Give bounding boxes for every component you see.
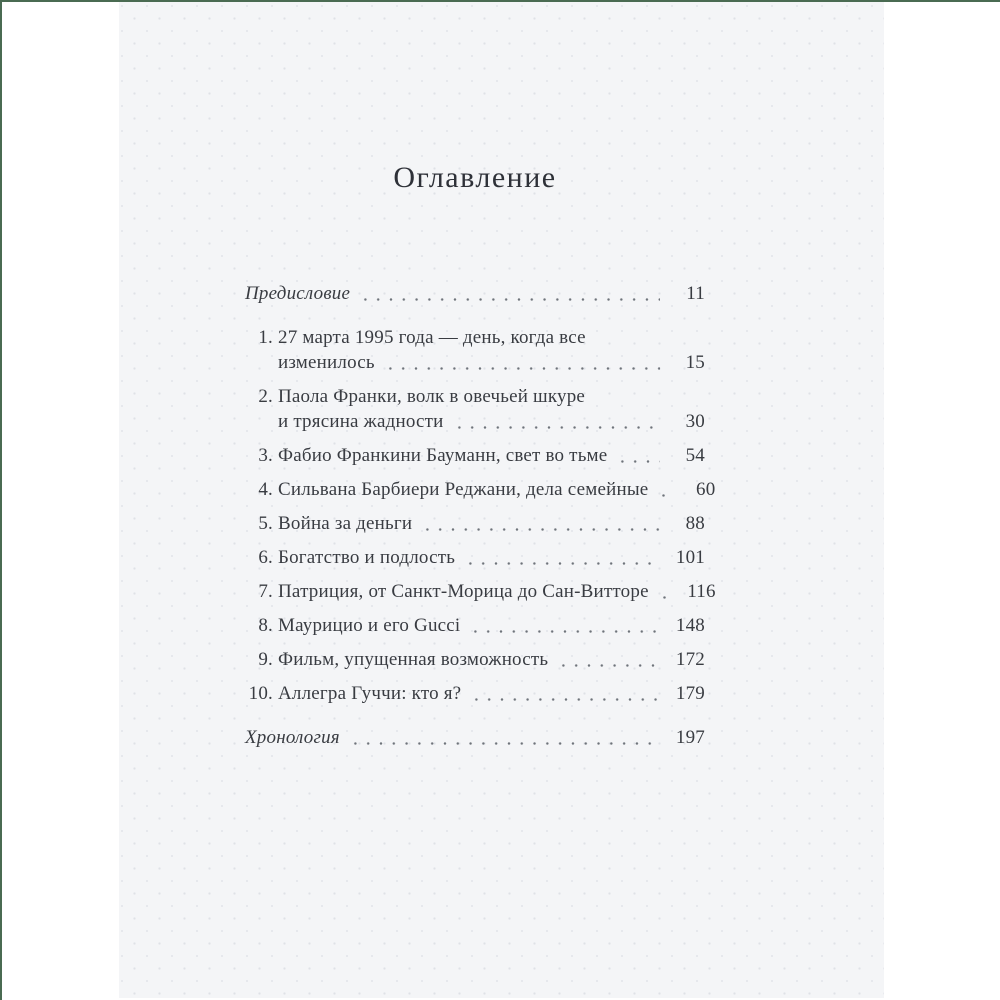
toc-entry-text: Аллегра Гуччи: кто я?	[278, 683, 462, 704]
dot-leader	[658, 596, 671, 599]
toc-entry-text: Сильвана Барбиери Реджани, дела семейные	[278, 479, 649, 500]
toc-page-number: 11	[686, 283, 705, 304]
toc-entry-body	[245, 725, 705, 750]
toc-entry-body	[278, 325, 705, 375]
dot-leader	[616, 460, 660, 463]
toc-entry	[245, 545, 705, 570]
page-title: Оглавление	[393, 161, 557, 194]
toc-entry-text: Предисловие	[245, 283, 351, 304]
toc-entry-text: Маурицио и его Gucci	[278, 615, 461, 636]
dot-leader	[384, 367, 660, 370]
toc-entry-number: 7.	[258, 581, 273, 602]
toc-entry-number: 1.	[258, 327, 273, 348]
toc-entry-number: 9.	[258, 649, 273, 670]
toc-page-number: 30	[685, 411, 705, 432]
toc-entry-number: 10.	[248, 683, 273, 704]
accent-border-left	[0, 0, 2, 1000]
toc-entry-text: и трясина жадности	[278, 411, 444, 432]
toc-entry-body	[278, 511, 705, 536]
toc-page-number: 54	[685, 445, 705, 466]
toc-entry	[245, 681, 705, 706]
dot-leader	[470, 698, 660, 701]
toc-entry-text: Война за деньги	[278, 513, 413, 534]
toc-entry	[245, 511, 705, 536]
toc-page-number: 172	[675, 649, 705, 670]
toc-page-number: 179	[675, 683, 705, 704]
toc-entry	[245, 613, 705, 638]
toc-entry-text: Фильм, упущенная возможность	[278, 649, 549, 670]
toc-entry-text: 27 марта 1995 года — день, когда все	[278, 327, 586, 348]
toc-entry-number: 6.	[258, 547, 273, 568]
dot-leader	[464, 562, 660, 565]
toc-entry-body	[278, 443, 705, 468]
toc-entry-body	[245, 281, 705, 306]
toc-entry	[245, 579, 716, 604]
toc-page-number: 88	[685, 513, 705, 534]
toc-page-number: 60	[696, 479, 716, 500]
toc-entry-number: 2.	[258, 386, 273, 407]
toc-entry	[245, 647, 705, 672]
book-page	[119, 2, 884, 998]
dot-leader	[421, 528, 660, 531]
toc-entry	[245, 725, 705, 750]
toc-page-number: 197	[675, 727, 705, 748]
toc-page-number: 116	[687, 581, 716, 602]
toc-entry-body	[278, 545, 705, 570]
toc-entry-body	[278, 681, 705, 706]
toc-entry-text: Патриция, от Санкт-Морица до Сан-Витторе	[278, 581, 649, 602]
toc-list	[245, 281, 716, 759]
dot-leader	[469, 630, 660, 633]
dot-leader	[359, 298, 660, 301]
toc-entry	[245, 443, 705, 468]
dot-leader	[453, 426, 660, 429]
toc-entry	[245, 325, 705, 375]
dot-leader	[349, 742, 660, 745]
toc-entry-number: 3.	[258, 445, 273, 466]
toc-entry-body	[278, 579, 716, 604]
toc-entry	[245, 477, 716, 502]
toc-entry-number: 8.	[258, 615, 273, 636]
toc-entry	[245, 281, 705, 306]
toc-entry-text: изменилось	[278, 352, 375, 373]
toc-entry-text: Фабио Франкини Бауманн, свет во тьме	[278, 445, 608, 466]
toc-entry-text: Богатство и подлость	[278, 547, 456, 568]
toc-entry	[245, 384, 705, 434]
toc-entry-text: Паола Франки, волк в овечьей шкуре	[278, 386, 586, 407]
dot-leader	[657, 494, 670, 497]
toc-entry-body	[278, 647, 705, 672]
toc-entry-number: 4.	[258, 479, 273, 500]
dot-leader	[557, 664, 660, 667]
toc-page-number: 15	[685, 352, 705, 373]
toc-entry-body	[278, 613, 705, 638]
toc-entry-body	[278, 477, 716, 502]
toc-page-number: 148	[675, 615, 705, 636]
toc-entry-body	[278, 384, 705, 434]
toc-entry-number: 5.	[258, 513, 273, 534]
toc-entry-text: Хронология	[245, 727, 340, 748]
toc-page-number: 101	[675, 547, 705, 568]
